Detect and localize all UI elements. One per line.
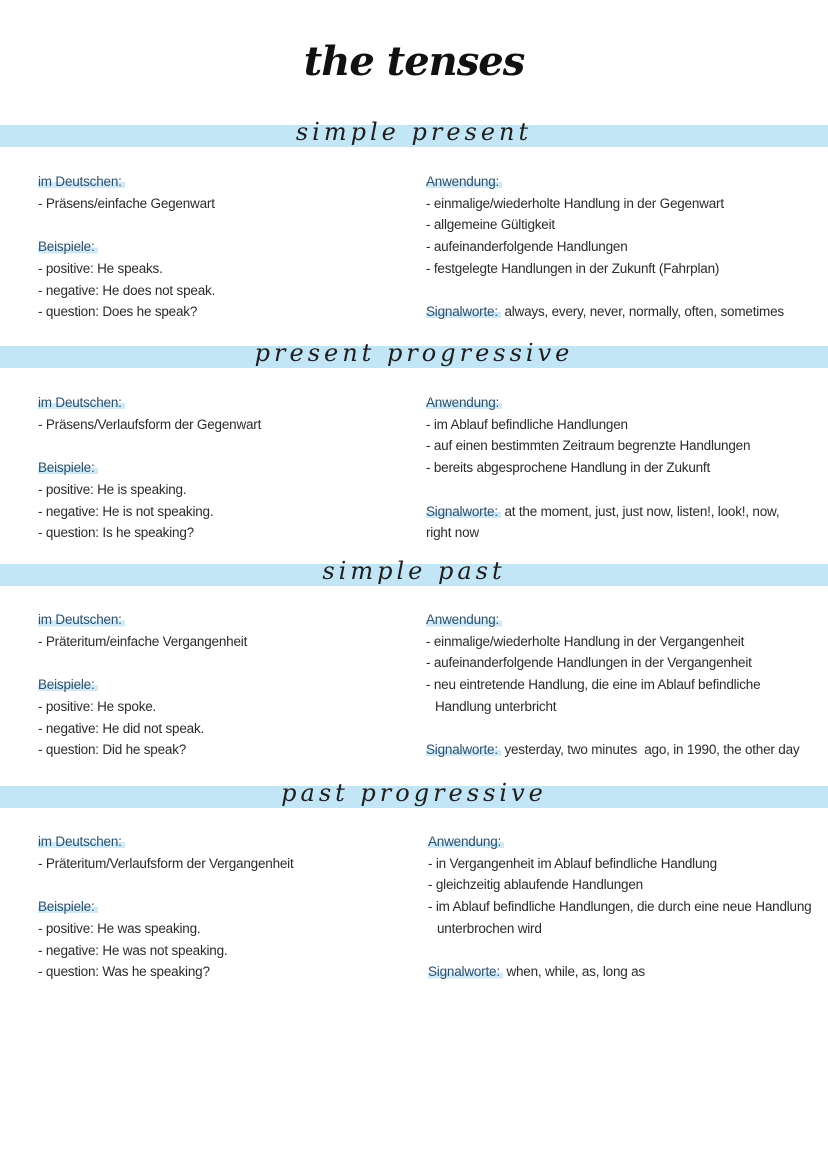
label-anwendung: Anwendung:	[428, 834, 504, 849]
usage-item: - bereits abgesprochene Handlung in der Zukunft	[426, 460, 711, 476]
right-column	[426, 392, 779, 544]
usage-item: - einmalige/wiederholte Handlung in der Vergangenheit	[426, 633, 745, 649]
page-title: the tenses	[303, 38, 525, 85]
example-negative: - negative: He is not speaking.	[38, 503, 214, 519]
left-column	[38, 831, 294, 983]
label-beispiele: Beispiele:	[38, 677, 98, 692]
example-question: - question: Was he speaking?	[38, 964, 210, 980]
signal-words: at the moment, just, just now, listen!, look!, now,	[504, 503, 780, 519]
example-question: - question: Does he speak?	[38, 304, 198, 320]
usage-item: - im Ablauf befindliche Handlungen	[426, 416, 628, 432]
usage-item: - in Vergangenheit im Ablauf befindliche Handlung	[428, 855, 717, 871]
example-positive: - positive: He was speaking.	[38, 920, 201, 936]
right-column	[428, 831, 811, 983]
example-question: - question: Did he speak?	[38, 742, 187, 758]
example-negative: - negative: He was not speaking.	[38, 942, 228, 958]
section-band-past-progressive	[0, 779, 828, 808]
signal-words: always, every, never, normally, often, sometimes	[504, 304, 784, 320]
label-signalworte: Signalworte:	[426, 304, 501, 319]
label-beispiele: Beispiele:	[38, 460, 98, 475]
german-equivalent: - Präsens/einfache Gegenwart	[38, 195, 215, 211]
label-signalworte: Signalworte:	[428, 964, 503, 979]
usage-item: - festgelegte Handlungen in der Zukunft (Fahrplan)	[426, 260, 720, 276]
example-positive: - positive: He speaks.	[38, 260, 163, 276]
signal-words-continued: right now	[426, 525, 479, 541]
example-positive: - positive: He spoke.	[38, 698, 157, 714]
section-heading: simple present	[295, 118, 533, 146]
label-beispiele: Beispiele:	[38, 239, 98, 254]
example-positive: - positive: He is speaking.	[38, 481, 187, 497]
label-signalworte: Signalworte:	[426, 504, 501, 519]
usage-item-continued: Handlung unterbricht	[435, 698, 557, 714]
usage-item: - einmalige/wiederholte Handlung in der Gegenwart	[426, 195, 724, 211]
section-band-present-progressive	[0, 339, 828, 368]
section-heading: simple past	[322, 557, 506, 585]
section-band-simple-past	[0, 557, 828, 586]
usage-item: - aufeinanderfolgende Handlungen	[426, 239, 628, 255]
section-heading: past progressive	[281, 779, 547, 807]
usage-item: - allgemeine Gültigkeit	[426, 217, 555, 233]
left-column	[38, 609, 247, 761]
label-signalworte: Signalworte:	[426, 742, 501, 757]
section-heading: present progressive	[254, 339, 574, 367]
label-im-deutschen: im Deutschen:	[38, 174, 125, 189]
example-question: - question: Is he speaking?	[38, 525, 194, 541]
german-equivalent: - Präsens/Verlaufsform der Gegenwart	[38, 416, 262, 432]
label-anwendung: Anwendung:	[426, 612, 502, 627]
label-im-deutschen: im Deutschen:	[38, 612, 125, 627]
section-band-simple-present	[0, 118, 828, 147]
usage-item: - auf einen bestimmten Zeitraum begrenzte Handlungen	[426, 438, 751, 454]
usage-item: - im Ablauf befindliche Handlungen, die durch eine neue Handlung	[428, 899, 812, 915]
left-column	[38, 171, 215, 323]
signal-words: when, while, as, long as	[506, 964, 645, 980]
right-column	[426, 609, 799, 761]
usage-item-continued: unterbrochen wird	[437, 920, 542, 936]
signal-words: yesterday, two minutes ago, in 1990, the other day	[504, 742, 800, 758]
example-negative: - negative: He does not speak.	[38, 282, 216, 298]
label-beispiele: Beispiele:	[38, 899, 98, 914]
label-anwendung: Anwendung:	[426, 395, 502, 410]
usage-item: - aufeinanderfolgende Handlungen in der Vergangenheit	[426, 655, 752, 671]
example-negative: - negative: He did not speak.	[38, 720, 205, 736]
usage-item: - neu eintretende Handlung, die eine im Ablauf befindliche	[426, 677, 761, 693]
german-equivalent: - Präteritum/Verlaufsform der Vergangenheit	[38, 855, 294, 871]
right-column	[426, 171, 784, 323]
label-anwendung: Anwendung:	[426, 174, 502, 189]
usage-item: - gleichzeitig ablaufende Handlungen	[428, 877, 643, 893]
german-equivalent: - Präteritum/einfache Vergangenheit	[38, 633, 248, 649]
label-im-deutschen: im Deutschen:	[38, 395, 125, 410]
label-im-deutschen: im Deutschen:	[38, 834, 125, 849]
left-column	[38, 392, 261, 544]
